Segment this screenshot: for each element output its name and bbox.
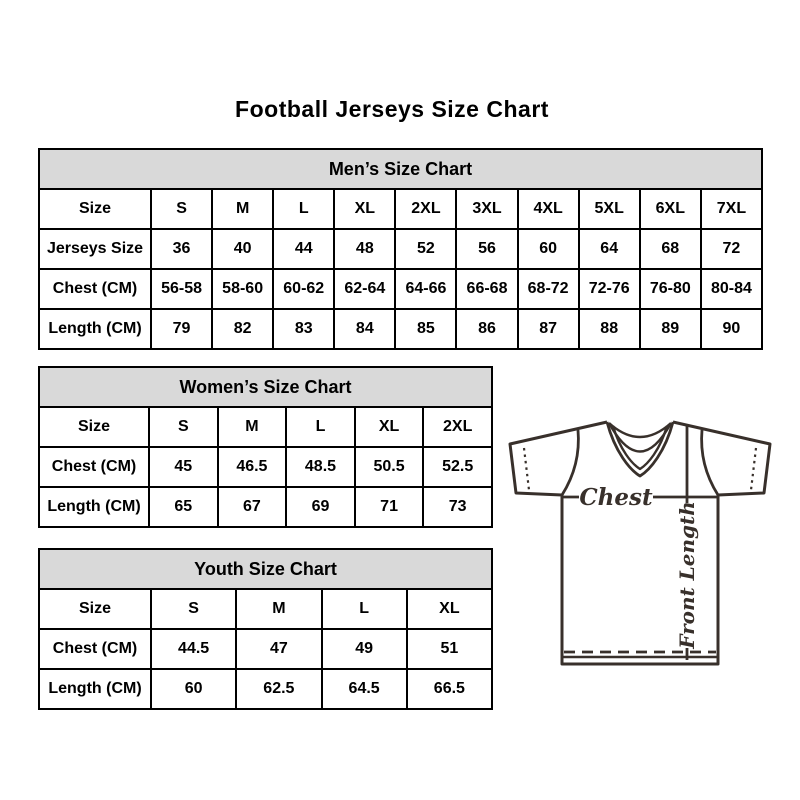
chest-label: Chest xyxy=(579,484,653,511)
jersey-body-outline xyxy=(510,422,770,664)
table-cell: 5XL xyxy=(579,189,640,229)
table-cell: 82 xyxy=(212,309,273,349)
table-cell: 66-68 xyxy=(456,269,517,309)
table-cell: M xyxy=(218,407,287,447)
row-label-cell: Chest (CM) xyxy=(39,447,149,487)
womens-table-title: Women’s Size Chart xyxy=(39,367,492,407)
table-cell: 49 xyxy=(322,629,407,669)
table-row xyxy=(39,447,492,487)
table-cell: 64-66 xyxy=(395,269,456,309)
jersey-armhole-right xyxy=(702,430,718,495)
table-cell: 2XL xyxy=(395,189,456,229)
table-cell: 76-80 xyxy=(640,269,701,309)
table-cell: 83 xyxy=(273,309,334,349)
table-cell: XL xyxy=(407,589,492,629)
table-row xyxy=(39,149,762,189)
table-cell: 48 xyxy=(334,229,395,269)
womens-size-table xyxy=(38,366,493,528)
table-row xyxy=(39,309,762,349)
youth-size-table xyxy=(38,548,493,710)
row-label-cell: Length (CM) xyxy=(39,669,151,709)
table-cell: 60 xyxy=(151,669,236,709)
table-cell: M xyxy=(236,589,321,629)
table-cell: 60 xyxy=(518,229,579,269)
table-cell: 51 xyxy=(407,629,492,669)
front-length-label: Front Length xyxy=(675,501,699,649)
table-row xyxy=(39,487,492,527)
row-label-cell: Size xyxy=(39,407,149,447)
table-cell: 84 xyxy=(334,309,395,349)
table-cell: 46.5 xyxy=(218,447,287,487)
row-label-cell: Length (CM) xyxy=(39,487,149,527)
table-cell: 66.5 xyxy=(407,669,492,709)
table-cell: 47 xyxy=(236,629,321,669)
table-cell: 68 xyxy=(640,229,701,269)
table-cell: 85 xyxy=(395,309,456,349)
jersey-cuff-stitch-left xyxy=(524,448,529,490)
table-cell: 40 xyxy=(212,229,273,269)
table-cell: S xyxy=(151,189,212,229)
row-label-cell: Chest (CM) xyxy=(39,629,151,669)
table-cell: 67 xyxy=(218,487,287,527)
table-cell: 56 xyxy=(456,229,517,269)
table-cell: L xyxy=(273,189,334,229)
table-cell: 58-60 xyxy=(212,269,273,309)
table-cell: 52 xyxy=(395,229,456,269)
table-cell: 80-84 xyxy=(701,269,762,309)
table-row xyxy=(39,229,762,269)
table-cell: 62.5 xyxy=(236,669,321,709)
table-cell: XL xyxy=(334,189,395,229)
table-row xyxy=(39,407,492,447)
table-row xyxy=(39,549,492,589)
table-cell: 68-72 xyxy=(518,269,579,309)
table-cell: 89 xyxy=(640,309,701,349)
row-label-cell: Size xyxy=(39,189,151,229)
table-cell: 56-58 xyxy=(151,269,212,309)
table-cell: 65 xyxy=(149,487,218,527)
table-cell: 50.5 xyxy=(355,447,424,487)
table-cell: 36 xyxy=(151,229,212,269)
table-cell: XL xyxy=(355,407,424,447)
table-cell: S xyxy=(149,407,218,447)
table-cell: 44 xyxy=(273,229,334,269)
page-title: Football Jerseys Size Chart xyxy=(235,96,549,122)
table-cell: 87 xyxy=(518,309,579,349)
table-cell: 73 xyxy=(423,487,492,527)
table-cell: 79 xyxy=(151,309,212,349)
table-cell: 69 xyxy=(286,487,355,527)
table-cell: 60-62 xyxy=(273,269,334,309)
table-cell: 64.5 xyxy=(322,669,407,709)
table-cell: 88 xyxy=(579,309,640,349)
row-label-cell: Jerseys Size xyxy=(39,229,151,269)
table-cell: 2XL xyxy=(423,407,492,447)
table-cell: 72 xyxy=(701,229,762,269)
table-cell: 6XL xyxy=(640,189,701,229)
table-cell: 62-64 xyxy=(334,269,395,309)
table-cell: 45 xyxy=(149,447,218,487)
table-cell: 48.5 xyxy=(286,447,355,487)
table-row xyxy=(39,189,762,229)
mens-table-title: Men’s Size Chart xyxy=(39,149,762,189)
table-cell: 44.5 xyxy=(151,629,236,669)
table-cell: 71 xyxy=(355,487,424,527)
youth-table-title: Youth Size Chart xyxy=(39,549,492,589)
jersey-cuff-stitch-right xyxy=(751,448,756,490)
table-cell: 7XL xyxy=(701,189,762,229)
table-cell: 90 xyxy=(701,309,762,349)
table-cell: 72-76 xyxy=(579,269,640,309)
table-cell: 64 xyxy=(579,229,640,269)
table-row xyxy=(39,589,492,629)
row-label-cell: Chest (CM) xyxy=(39,269,151,309)
table-cell: 3XL xyxy=(456,189,517,229)
jersey-collar-back-arc xyxy=(609,423,671,437)
jersey-measurement-diagram xyxy=(503,410,778,690)
table-cell: L xyxy=(322,589,407,629)
table-cell: S xyxy=(151,589,236,629)
table-cell: 52.5 xyxy=(423,447,492,487)
row-label-cell: Size xyxy=(39,589,151,629)
table-cell: 86 xyxy=(456,309,517,349)
table-row xyxy=(39,669,492,709)
row-label-cell: Length (CM) xyxy=(39,309,151,349)
table-row xyxy=(39,367,492,407)
table-row xyxy=(39,629,492,669)
table-cell: 4XL xyxy=(518,189,579,229)
table-cell: L xyxy=(286,407,355,447)
table-row xyxy=(39,269,762,309)
table-cell: M xyxy=(212,189,273,229)
jersey-armhole-left xyxy=(562,430,578,495)
mens-size-table xyxy=(38,148,763,350)
